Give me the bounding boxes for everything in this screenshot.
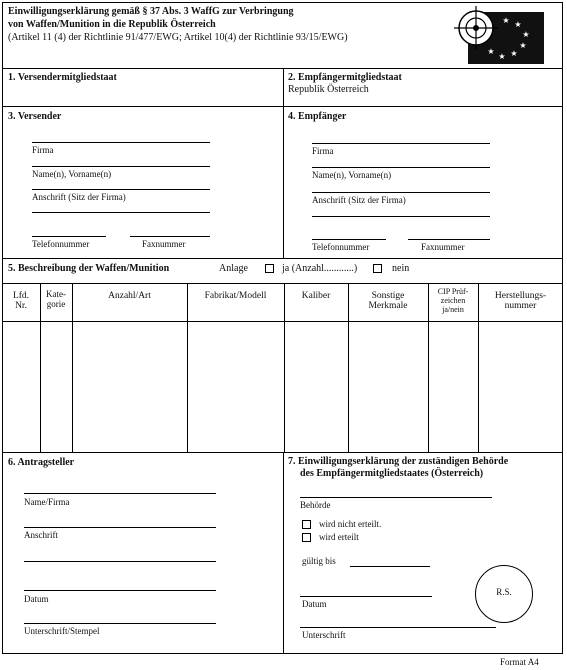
behoerde-datum-label: Datum	[302, 599, 327, 609]
anlage-ja-label: ja (Anzahl............)	[282, 263, 358, 274]
anlage-label: Anlage	[219, 263, 248, 274]
stamp-label: R.S.	[496, 587, 512, 597]
section7-label-1: 7. Einwilligungserklärung der zuständigen Behörde	[288, 456, 509, 467]
empfaenger-name-label: Name(n), Vorname(n)	[312, 170, 392, 180]
svg-text:★: ★	[502, 16, 510, 25]
versender-telefon-label: Telefonnummer	[32, 239, 90, 249]
versender-telefon-line[interactable]	[32, 236, 106, 237]
empfaenger-telefon-label: Telefonnummer	[312, 242, 370, 252]
eu-flag-logo	[448, 4, 548, 66]
table-col-divider	[187, 283, 188, 452]
table-col-divider	[72, 283, 73, 452]
section6-label: 6. Antragsteller	[8, 457, 75, 468]
col-header-anzahl: Anzahl/Art	[108, 291, 151, 301]
format-label: Format A4	[500, 657, 539, 667]
versender-firma-line[interactable]	[32, 142, 210, 143]
section1-label: 1. Versendermitgliedstaat	[8, 72, 117, 83]
col-header-cip: CIP Prüf- zeichen ja/nein	[437, 287, 469, 314]
section3-label: 3. Versender	[8, 111, 62, 122]
svg-text:★: ★	[514, 20, 522, 29]
behoerde-datum-line[interactable]	[300, 596, 432, 597]
antragsteller-unterschrift-label: Unterschrift/Stempel	[24, 626, 100, 636]
form-title-line1: Einwilligungserklärung gemäß § 37 Abs. 3 WaffG zur Verbringung	[8, 6, 294, 17]
form-title-line3: (Artikel 11 (4) der Richtlinie 91/477/EWG; Artikel 10(4) der Richtlinie 93/15/EWG)	[8, 32, 348, 43]
nicht-erteilt-label: wird nicht erteilt.	[319, 519, 382, 529]
empfaenger-anschrift-line-2[interactable]	[312, 216, 490, 217]
behoerde-label: Behörde	[300, 500, 331, 510]
anlage-nein-checkbox[interactable]	[373, 264, 382, 273]
section7-label-2: des Empfängermitgliedstaates (Österreich)	[300, 468, 484, 479]
antragsteller-anschrift-line[interactable]	[24, 527, 216, 528]
versender-anschrift-label: Anschrift (Sitz der Firma)	[32, 192, 126, 202]
svg-text:★: ★	[510, 49, 518, 58]
svg-text:★: ★	[487, 47, 495, 56]
col-header-sonstige: Sonstige Merkmale	[368, 291, 408, 311]
divider	[283, 68, 284, 106]
empfaenger-fax-label: Faxnummer	[421, 242, 465, 252]
empfaenger-firma-label: Firma	[312, 146, 334, 156]
section5-label: 5. Beschreibung der Waffen/Munition	[8, 263, 170, 274]
svg-text:★: ★	[498, 52, 506, 61]
table-col-divider	[284, 283, 285, 452]
versender-name-line[interactable]	[32, 166, 210, 167]
versender-anschrift-line[interactable]	[32, 189, 210, 190]
antragsteller-anschrift-label: Anschrift	[24, 530, 58, 540]
versender-name-label: Name(n), Vorname(n)	[32, 169, 112, 179]
versender-anschrift-line-2[interactable]	[32, 212, 210, 213]
versender-fax-label: Faxnummer	[142, 239, 186, 249]
empfaenger-name-line[interactable]	[312, 167, 490, 168]
section2-label: 2. Empfängermitgliedstaat	[288, 72, 402, 83]
section2-value: Republik Österreich	[288, 84, 369, 95]
divider	[283, 106, 284, 258]
antragsteller-datum-line[interactable]	[24, 590, 216, 591]
col-header-herstellungsnummer: Herstellungs- nummer	[494, 291, 547, 311]
col-header-lfd: Lfd. Nr.	[12, 291, 30, 311]
empfaenger-anschrift-label: Anschrift (Sitz der Firma)	[312, 195, 406, 205]
empfaenger-firma-line[interactable]	[312, 143, 490, 144]
behoerde-unterschrift-label: Unterschrift	[302, 630, 346, 640]
section4-label: 4. Empfänger	[288, 111, 347, 122]
col-header-fabrikat: Fabrikat/Modell	[204, 291, 267, 301]
behoerde-unterschrift-line[interactable]	[300, 627, 496, 628]
official-stamp-circle	[475, 565, 533, 623]
divider	[283, 452, 284, 654]
antragsteller-datum-label: Datum	[24, 594, 49, 604]
col-header-kaliber: Kaliber	[301, 291, 331, 301]
versender-firma-label: Firma	[32, 145, 54, 155]
versender-fax-line[interactable]	[130, 236, 210, 237]
empfaenger-telefon-line[interactable]	[312, 239, 386, 240]
antragsteller-name-line[interactable]	[24, 493, 216, 494]
anlage-ja-checkbox[interactable]	[265, 264, 274, 273]
behoerde-line[interactable]	[300, 497, 492, 498]
divider	[2, 258, 563, 259]
erteilt-checkbox[interactable]	[302, 533, 311, 542]
svg-text:★: ★	[519, 41, 527, 50]
gueltig-bis-line[interactable]	[350, 566, 430, 567]
antragsteller-unterschrift-line[interactable]	[24, 623, 216, 624]
empfaenger-fax-line[interactable]	[408, 239, 490, 240]
antragsteller-name-label: Name/Firma	[24, 497, 70, 507]
anlage-nein-label: nein	[392, 263, 410, 274]
col-header-kategorie: Kate- gorie	[46, 289, 66, 309]
gueltig-bis-label: gültig bis	[302, 556, 336, 566]
svg-text:★: ★	[522, 30, 530, 39]
nicht-erteilt-checkbox[interactable]	[302, 520, 311, 529]
empfaenger-anschrift-line[interactable]	[312, 192, 490, 193]
erteilt-label: wird erteilt	[319, 532, 359, 542]
form-title-line2: von Waffen/Munition in die Republik Österreich	[8, 19, 216, 30]
antragsteller-anschrift-line-2[interactable]	[24, 561, 216, 562]
